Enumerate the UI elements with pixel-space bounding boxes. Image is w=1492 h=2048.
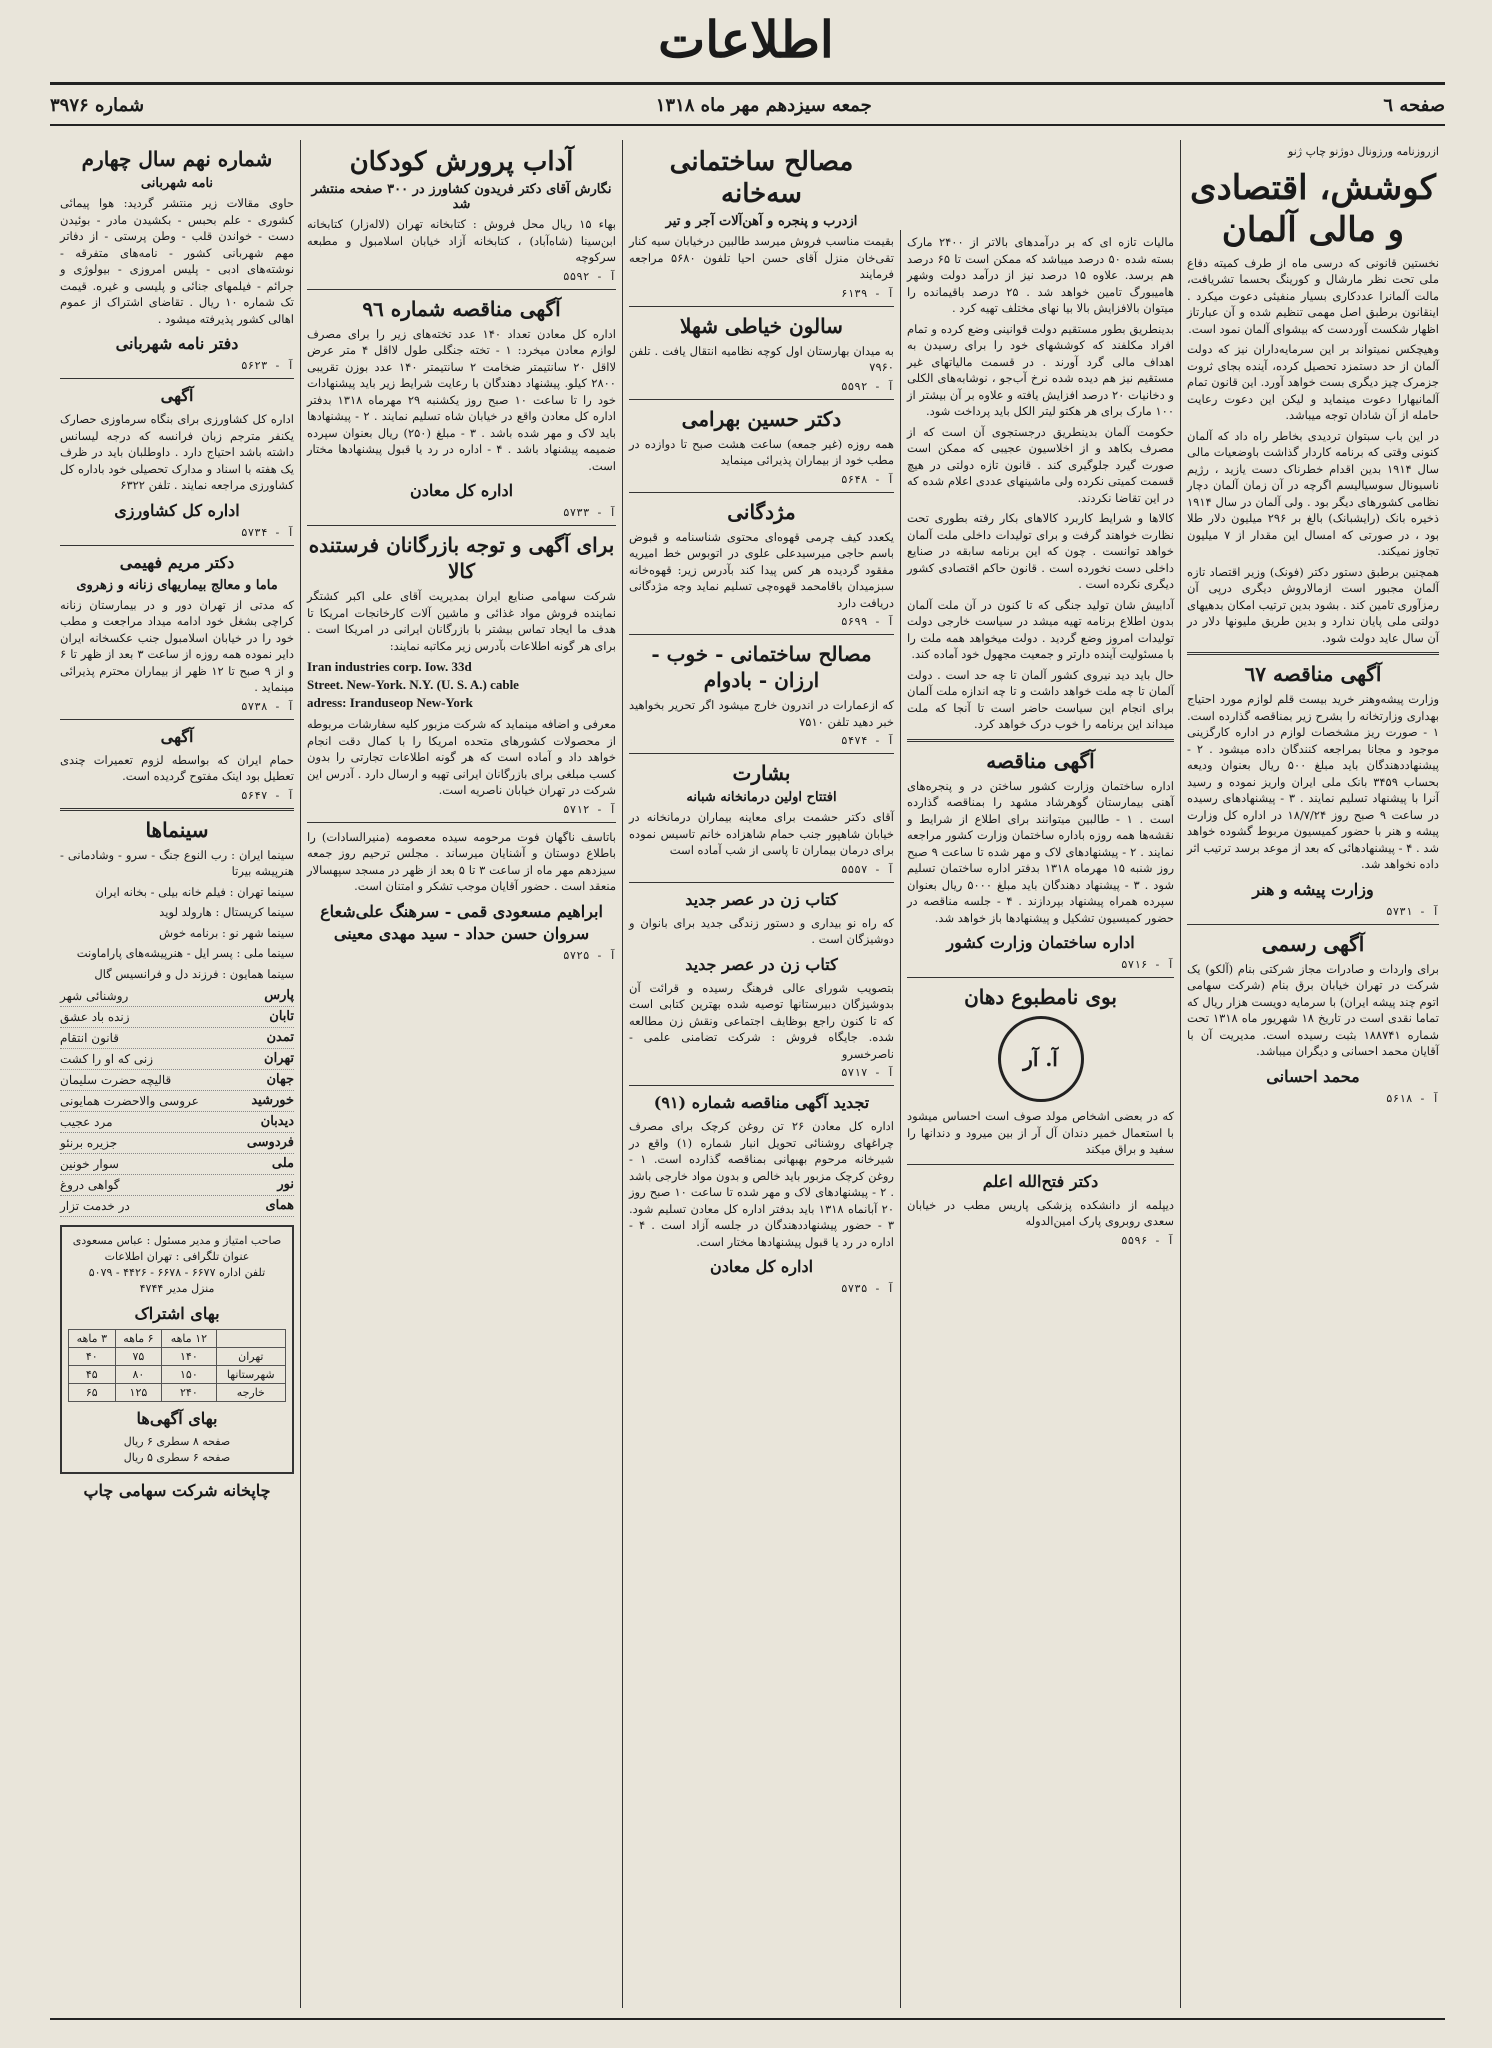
ad-childcare-body: بهاء ۱۵ ریال محل فروش : کتابخانه تهران (لاله‌زار) کتابخانه ابن‌سینا (شاه‌آباد) ، کتابخانه آزاد خیابان اسلامبول و مطبعه سرکوچه xyxy=(307,217,616,264)
journal-body: حاوی مقالات زیر منتشر گردید: هوا پیمائی کشوری - علم بحبس - بکشیدن مادر - بوئیدن دست - خواندن قلب - وطن پرستی - از دفاتر مهم شهربانی کشور - نامه‌های متفرقه - نوشته‌های ادبی - پلیس امروزی - بیولوژی و جرائم - فیلمهای جنائی و پلیسی و غیره. قیمت تک شماره ۱۰ ریال . تقاضای اشتراک از عموم اهالی کشور پذیرفته میشود . xyxy=(60,196,295,326)
ad-doctor-body: همه روزه (غیر جمعه) ساعت هشت صبح تا دوازده در مطب خود از بیماران پذیرائی مینماید xyxy=(629,436,894,467)
cinema-film: مرد عجیب xyxy=(60,1115,113,1129)
list-item xyxy=(60,1175,294,1196)
tender91-body: اداره کل معادن ۲۶ تن روغن کرچک برای مصرف چراغهای روشنائی تحویل انبار شماره (۱) واقع در شیرخانه مرحوم بهبهانی بمناقصه گذارده است. ۱ - روغن کرچک مزبور باید خالص و بدون مواد خارجی باشد . ۲ - پیشنهادهای لاک و مهر شده تا ساعت ۱۰ صبح روز ۲۰ آبانماه ۱۳۱۸ باید بدفتر اداره کل معادن تسلیم شود. ۳ - حضور پیشنهاددهندگان در جلسه آزاد است . ۴ - اداره در رد یا قبول پیشنهادها مختار است. xyxy=(629,1119,895,1249)
notice-title: آگهی رسمی xyxy=(1261,931,1365,956)
tender67-ref: آ - ۵۷۳۱ xyxy=(1386,904,1439,918)
cinema-name: ملی xyxy=(271,1156,294,1171)
tender96-signature: اداره کل معادن xyxy=(409,481,514,500)
tender67-title: آگهی مناقصه ٦٧ xyxy=(1244,662,1382,686)
midwife-title: دکتر مریم فهیمی xyxy=(119,552,235,572)
ad-ref: آ - ۵۵۹۲ xyxy=(841,379,894,393)
table-cell: خارجه xyxy=(216,1384,285,1402)
ad-importers-body: شرکت سهامی صنایع ایران بمدیریت آقای علی اکبر کشتگر نماینده فروش مواد غذائی و ماشین آلات کارخانجات امریکا تا هدف ما ایجاد تماس بیشتر با بازرگانان ایرانی در امریکا است . برای هر گونه اطلاعات بآدرس زیر مکاتبه نمایند: xyxy=(307,589,616,653)
list-item xyxy=(60,1133,294,1154)
imprint-box xyxy=(60,1225,294,1474)
cinema-name: فردوسی xyxy=(246,1135,294,1150)
divider xyxy=(60,378,294,379)
ad-ref: آ - ۵۵۹۲ xyxy=(563,269,616,283)
tender96-title: آگهی مناقصه شماره ٩٦ xyxy=(362,296,561,321)
list-item xyxy=(60,1007,294,1028)
ad-ref: آ - ۵۶۹۹ xyxy=(841,615,894,628)
ad-ref: آ - ۵۷۱۷ xyxy=(841,1066,894,1079)
divider xyxy=(629,399,894,400)
ad-reward-body: یکعدد کیف چرمی قهوه‌ای محتوی شناسنامه و قبوض باسم حاجی میرسیدعلی علوی در اتوبوس خط امیریه مفقود گردیده هر کس پیدا کند بآدرس زیر: قهوه‌خانه سبزمیدان باقامحمد قهوه‌چی تسلیم نماید وجه مژدگانی دریافت دارد xyxy=(629,529,894,610)
ad-ref: آ - ۵۶۴۷ xyxy=(241,788,294,802)
ad-rates-title: بهای آگهی‌ها xyxy=(136,1409,218,1428)
tender-signature: اداره ساختمان وزارت کشور xyxy=(946,933,1135,952)
address-line: Street. New-York. N.Y. (U. S. A.) cable xyxy=(307,677,519,692)
tender-ref: آ - ۵۷۱۶ xyxy=(1121,958,1174,971)
ad-ref: آ - ۵۷۲۵ xyxy=(563,948,616,962)
divider xyxy=(629,753,894,754)
divider xyxy=(1187,652,1439,655)
article-paragraph: کالاها و شرایط کاربرد کالاهای بکار رفته بطوری تحت نظارت خواهند گرفت و برای تولیدات داخلی ملت آلمان خواهد توانست . چون که این برنامه سابقه در صنایع داخلی دست نخورده است . قانون حاکم اقتصادی کشور دیگری نکرده است . xyxy=(907,511,1174,591)
imprint-telegraph: عنوان تلگرافی : تهران اطلاعات xyxy=(104,1250,250,1263)
list-item xyxy=(60,1196,294,1217)
cinema-name: پارس xyxy=(264,988,294,1003)
header-rule xyxy=(50,124,1445,126)
dateline xyxy=(50,90,1445,120)
ad-tailor-body: به میدان بهارستان اول کوچه نظامیه انتقال یافت . تلفن ۷۹۶۰ xyxy=(629,343,894,374)
journal-title: شماره نهم سال چهارم xyxy=(81,147,273,171)
cinema-film: قانون انتقام xyxy=(60,1031,120,1045)
ad-ref: آ - ۵۷۳۵ xyxy=(841,1282,894,1295)
ad-rate-line: صفحه ۶ سطری ۵ ریال xyxy=(123,1451,231,1464)
table-cell: ۴۰ xyxy=(69,1348,116,1366)
ad-book2-title: کتاب زن در عصر جدید xyxy=(685,954,838,974)
article-paragraph: آدابیش شان تولید جنگی که تا کنون در آن ملت آلمان بدون اطلاع برنامه تهیه میشد در سیاست خارجی دولت تولیدات امروز وضع گردید . دولت میخواهد همه ملت را با مسئولیت آینده دارتر و جمعیت مجهول خود آماده کند. xyxy=(907,597,1174,661)
list-item xyxy=(60,1091,294,1112)
list-item xyxy=(60,1070,294,1091)
tender91-signature: اداره کل معادن xyxy=(709,1257,814,1276)
ad-building-materials-title: مصالح ساختمانی سه‌خانه xyxy=(669,147,854,209)
cinema-program xyxy=(60,847,294,983)
page-number: صفحه ٦ xyxy=(1383,94,1445,116)
toothpaste-body: که در بعضی اشخاص مولد صوف است احساس میشود با استعمال خمیر دندان آل آر از بین میرود و دندانها را سفید و براق میکند xyxy=(907,1109,1174,1156)
cinema-program-line: سینما همایون : فرزند دل و فرانسیس گال xyxy=(94,966,294,981)
obituary-body: باتاسف ناگهان فوت مرحومه سیده معصومه (منیرالسادات) را باطلاع دوستان و آشنایان میرساند . مجلس ترحیم روز جمعه سیزدهم مهر ماه از ساعت ۳ تا ۵ بعد از ظهر در مسجد سپهسالار منعقد است . حضور آقایان موجب تشکر و امتنان است. xyxy=(307,829,616,893)
toothpaste-logo: آ. آر xyxy=(998,1016,1084,1102)
issue-date: جمعه سیزدهم مهر ماه ۱۳۱۸ xyxy=(655,94,872,116)
cinema-program-line: سینما کریستال : هارولد لوید xyxy=(159,905,294,919)
table-cell: ۴۵ xyxy=(69,1366,116,1384)
ad-building-materials-body: بقیمت مناسب فروش میرسد طالبین درخیابان سیه کنار تقی‌خان منزل آقای حسن احیا تلفون ۵۶۸۰ مراجعه فرمایند xyxy=(629,234,894,281)
ad-building-materials-sub: ازدرب و پنجره و آهن‌آلات آجر و تیر xyxy=(665,214,858,229)
cinema-name: جهان xyxy=(266,1072,294,1087)
column-left xyxy=(54,140,300,2008)
tender67-body: وزارت پیشه‌وهنر خرید بیست قلم لوازم مورد احتیاج بهداری وزارتخانه را بشرح زیر بمناقصه گذارده است. ۱ - صورت ریز مشخصات لوازم در اداره کارگزینی موجود و مجانا بمراجعه کنندگان داده میشود . ۲ - پیشنهاددهندگان باید مبلغ ۵۰۰ ریال بعنوان ودیعه بحساب ۳۴۵۹ بانک ملی ایران واریز نموده و رسید آنرا با پیشنهاد تسلیم نمایند . ۳ - پیشنهادهای رسیده در ساعت ۹ صبح روز ۱۸/۷/۲۴ در اداره کل وزارت پیشه و هنر با حضور کمیسیون مربوط گشوده خواهد شد . ۴ - پیشنهادهائی که بعد از موعد برسد ترتیب اثر داده نخواهد شد. xyxy=(1187,692,1440,871)
agri-notice-signature: اداره کل کشاورزی xyxy=(114,500,240,520)
divider xyxy=(907,977,1174,978)
article-paragraph: در این باب سبتوان تردیدی بخاطر راه داد که آلمان کنونی وقتی که برنامه کاردار گذاشت باوضعیات مالی سال ۱۹۱۴ بدین اقدام خطرناک دست یازید ، رژیم ناسیونال سوسیالیسم اگرچه در آن زمان آلمان دچار نظامی کشورهای دیگر بود . ولی آلمان در سال ۱۹۱۴ ذخیره بانک (رایشبانک) بالغ بر ۲۹۶ میلیون دلار طلا بود ، در صورتی که امسال این مقدار از ۷ میلیون تجاوز نمیکند. xyxy=(1187,428,1440,558)
table-cell: ۳ ماهه xyxy=(69,1330,116,1348)
obituary-signature: ابراهیم مسعودی قمی - سرهنگ علی‌شعاع سروان حسن حداد - سید مهدی معینی xyxy=(320,901,603,943)
ad-ref: آ - ۶۱۳۹ xyxy=(841,286,894,300)
bottom-rule xyxy=(50,2018,1445,2020)
issue-number: شماره ۳۹۷۶ xyxy=(50,94,145,116)
cinema-film: زنده باد عشق xyxy=(60,1010,130,1024)
cinemas-title: سینماها xyxy=(145,817,209,842)
table-cell: تهران xyxy=(216,1348,285,1366)
notice-signature: محمد احسانی xyxy=(1266,1066,1360,1086)
ad-importers-title: برای آگهی و توجه بازرگانان فرستنده کالا xyxy=(308,533,615,583)
ad-clinic-body: آقای دکتر حشمت برای معاینه بیماران درمانخانه در خیابان شاهپور جنب حمام شاهزاده خانم تاسیس نموده برای درمان بیماران تا پاسی از شب آماده است xyxy=(629,810,894,857)
table-row xyxy=(69,1384,286,1402)
table-cell: ۲۴۰ xyxy=(162,1384,216,1402)
newspaper-title: اطلاعات xyxy=(658,10,834,69)
table-cell: ۱۵۰ xyxy=(162,1366,216,1384)
article-paragraph: بدینطریق بطور مستقیم دولت قوانینی وضع کرده و تمام افراد مکلفند که کوششهای خود را برای رسیدن به اهداف مالی گرد آورند . در قسمت مالیاتهای غیر مستقیم نیز هم دیده شده نرخ آب‌جو ، نوشابه‌های الکلی و دخانیات ۲۰ درصد افزایش یافته و علاوه بر آن بیشتر از ۱۰۰ مارک برای هر هکتو لیتر الکل باید پرداخت شود. xyxy=(907,321,1174,418)
article-paragraph: حکومت آلمان بدینطریق درجستجوی آن است که از مصرف بکاهد و از اخلاسیون عجیبی که ممکن است صورت گیرد جلوگیری کند . قانون تازه دولتی در هیچ قسمت کمیتی نکرده ولی ماشینهای عددی اعلام شده که در این تقاضا نکردند. xyxy=(907,424,1174,505)
cinema-film: سوار خونین xyxy=(60,1157,119,1171)
imprint-phones: تلفن اداره ۶۶۷۷ - ۶۶۷۸ - ۴۴۲۶ - ۵۰۷۹ xyxy=(88,1266,266,1279)
notice-ref: آ - ۵۶۱۸ xyxy=(1386,1091,1439,1105)
bath-notice-body: حمام ایران که بواسطه لزوم تعمیرات چندی تعطیل بود اینک مفتوح گردیده است. xyxy=(60,752,294,783)
divider xyxy=(629,882,894,883)
ad-clinic-sub: افتتاح اولین درمانخانه شبانه xyxy=(686,790,837,805)
imprint-home: منزل مدیر ۴۷۴۴ xyxy=(139,1282,215,1295)
doctor-ad-title: دکتر فتح‌الله اعلم xyxy=(982,1171,1099,1191)
divider xyxy=(60,808,294,811)
list-item xyxy=(60,1112,294,1133)
subscription-title: بهای اشتراک xyxy=(134,1304,220,1323)
article-headline: کوشش، اقتصادی و مالی آلمان xyxy=(1190,167,1436,250)
table-cell: ۶ ماهه xyxy=(115,1330,162,1348)
ad-reward-title: مژدگانی xyxy=(727,499,796,524)
divider xyxy=(60,719,294,720)
list-item xyxy=(60,1154,294,1175)
cinema-film: زنی که او را کشت xyxy=(60,1052,153,1066)
ad-ref: آ - ۵۷۳۸ xyxy=(241,699,294,713)
table-row xyxy=(69,1366,286,1384)
divider xyxy=(629,634,894,635)
table-cell: ۱۴۰ xyxy=(162,1348,216,1366)
list-item xyxy=(60,1028,294,1049)
ad-materials-body: که ازعمارات در اندرون خارج میشود اگر تحریر بخواهید خبر دهید تلفن ۷۵۱۰ xyxy=(629,698,894,729)
ad-ref: آ - ۵۷۳۳ xyxy=(563,506,616,519)
column-notices xyxy=(300,140,622,2008)
ad-ref: آ - ۵۵۵۷ xyxy=(841,862,894,876)
divider xyxy=(307,822,616,823)
ad-importers-body2: معرفی و اضافه مینماید که شرکت مزبور کلیه سفارشات مربوطه از محصولات کشورهای متحده امریکا را با کمال دقت انجام خواهد داد و آماده است که هر گونه اطلاعات تجارتی را بدون کسب مبلغی برای بازرگانان ایرانی تهیه و ارسال دارد . آدرس این شرکت در تهران خیابان ناصریه است. xyxy=(307,717,616,797)
list-item xyxy=(60,986,294,1007)
cinema-film: قالیچه حضرت سلیمان xyxy=(60,1073,172,1087)
address-line: adress: Iranduseop New-York xyxy=(307,695,473,710)
printer-name: چاپخانه شرکت سهامی چاپ xyxy=(83,1481,271,1500)
cinema-name: دیدبان xyxy=(260,1114,294,1129)
subscription-table xyxy=(68,1329,286,1402)
agri-notice-body: اداره کل کشاورزی برای بنگاه سرماوزی حصارک یکنفر مترجم زبان فرانسه که درجه لیسانس داشته باشد احتیاج دارد . داوطلبان باید در ظرف یک هفته با اسناد و مدارک تحصیلی خود باداره کل کشاورزی مراجعه نمایند . تلفن ۶۳۲۲ xyxy=(60,412,294,492)
column-article-continued xyxy=(900,230,1180,2008)
list-item xyxy=(60,1049,294,1070)
midwife-body: که مدتی از تهران دور و در بیمارستان زنانه کراچی بشغل خود ادامه میداد مراجعت و مطب خود را در خیابان اسلامبول جنب عکسخانه ایران دایر نموده همه روزه از ساعت ۳ بعد از ظهر تا ۶ و از ۹ صبح تا ۱۲ ظهر از بیماران محترم پذیرائی مینماید . xyxy=(60,597,294,694)
ad-rate-line: صفحه ۸ سطری ۶ ریال xyxy=(123,1435,231,1448)
ad-tailor-title: سالون خیاطی شهلا xyxy=(680,313,843,338)
cinema-program-line: سینما تهران : فیلم خانه بیلی - بخانه ایران xyxy=(95,884,294,899)
cinema-film: عروسی والاحضرت همایونی xyxy=(60,1094,199,1108)
divider xyxy=(629,492,894,493)
divider xyxy=(60,545,294,546)
divider xyxy=(1187,924,1439,925)
ad-ref: آ - ۵۶۲۳ xyxy=(241,359,294,372)
table-cell: ۸۰ xyxy=(115,1366,162,1384)
cinema-name: همای xyxy=(265,1198,294,1213)
article-paragraph: مالیات تازه ای که بر درآمدهای بالاتر از ۲۴۰۰ مارک بسته شده ۵۰ درصد میباشد که ممکن است تا ۶۵ درصد هم برسد. علاوه ۱۵ درصد نیز از درآمد دولت وشهر هامیبورگ تامین خواهد شد . ۲۵ درصد باقیمانده را میتوان بالافزایش بالا بیا نهای مختلف تهیه کرد . xyxy=(907,235,1175,315)
cinema-name: خورشید xyxy=(251,1093,294,1108)
ad-ref: آ - ۵۷۳۴ xyxy=(241,525,294,539)
notice-body: برای واردات و صادرات مجاز شرکتی بنام (آلکو) یک شرکت در تهران خیابان برق بنام (شرکت سهامی اتوم چند پیشه ایران) با سرمایه دویست هزار ریال که تماما نقدی است در تاریخ ۱۸ شهریور ماه ۱۳۱۸ تحت شماره ۱۸۸۷۴۱ بثبت رسیده است. مدیریت آن با آقایان محمد احسانی و دیگران میباشد. xyxy=(1187,961,1439,1058)
masthead xyxy=(0,0,1492,80)
ad-doctor-title: دکتر حسین بهرامی xyxy=(681,406,842,431)
tender-body: اداره ساختمان وزارت کشور ساختن در و پنجره‌های آهنی بیمارستان گوهرشاد مشهد را بمناقصه گذارده است . ۱ - طالبین میتوانند برای اطلاع از شرایط و نقشه‌ها همه روزه باداره ساختمان وزارت کشور مراجعه نمایند . ۲ - پیشنهادهای لاک و مهر شده تا ساعت ۹ صبح روز شنبه ۱۵ مهرماه ۱۳۱۸ بدفتر اداره ساختمان تسلیم شود . ۳ - پیشنهاد دهندگان باید مبلغ ۵۰۰۰ ریال بعنوان سپرده همراه پیشنهاد بپردازند . ۴ - جلسه مناقصه در حضور کمیسیون تشکیل و پیشنهادها باز خواهد شد. xyxy=(907,778,1175,925)
table-cell: ۶۵ xyxy=(69,1384,116,1402)
cinema-program-line: سینما شهر نو : برنامه خوش xyxy=(159,925,294,940)
ad-materials-title: مصالح ساختمانی - خوب - ارزان - بادوام xyxy=(651,642,872,692)
ad-ref: آ - ۵۷۱۲ xyxy=(563,802,616,816)
table-cell: ۱۲ ماهه xyxy=(162,1330,216,1348)
agri-notice-title: آگهی xyxy=(160,386,194,405)
cinema-film: روشنائی شهر xyxy=(60,989,129,1003)
cinema-name: تمدن xyxy=(266,1030,294,1045)
ad-book-body: که راه نو بیداری و دستور زندگی جدید برای بانوان و دوشیزگان است . xyxy=(629,915,894,946)
article-paragraph: وهیچکس نمیتواند بر این سرمایه‌داران نیز که دولت آلمان از حد دستمزد تحصیل کرده، آینده بجای ثروت جزمرک چیز دیگری بست خواهد آورد. این قانون تمام آلمانیهارا دعوت مینماید و لیکن این دعوت رعایت حامله از آن شادان توجه میباشد. xyxy=(1187,342,1439,422)
cinema-program-line: سینما ملی : پسر ایل - هنرپیشه‌های پاراماونت xyxy=(76,946,294,960)
cinema-film: در خدمت تزار xyxy=(60,1199,130,1213)
divider xyxy=(629,1085,894,1086)
table-row xyxy=(69,1348,286,1366)
cinema-name: تابان xyxy=(269,1009,294,1024)
column-small-ads xyxy=(622,140,900,2008)
divider xyxy=(307,525,616,526)
tender91-title: تجدید آگهی مناقصه شماره (۹۱) xyxy=(653,1093,870,1112)
cinema-list xyxy=(60,986,294,1217)
table-cell: ۷۵ xyxy=(115,1348,162,1366)
divider xyxy=(907,1164,1174,1165)
toothpaste-title: بوی نامطبوع دهان xyxy=(964,985,1117,1009)
ad-childcare-title: آداب پرورش کودکان xyxy=(349,147,574,177)
divider xyxy=(307,289,616,290)
article-paragraph: نخستین قانونی که درسی ماه از طرف کمیته دفاع ملی تحت نظر مارشال و کورینگ بحسما تشریافت، مالت آلمانرا عددکاری بسیار منفیئی دعوت میکرد . اینقانون برطبق اصل مهمی تنظیم شده و آن عبارتاز اظهار شکست آوردست که بیشوای آلمان نمود است. xyxy=(1187,255,1439,336)
article-paragraph: حال باید دید نیروی کشور آلمان تا چه حد است . دولت آلمان تا چه ملت خواهد داشت و تا چه اندازه ملت آلمان برای انجام این سیاست حاضر است تا آنجا که ملت میداند این برنامه را خوب درک خواهد کرد. xyxy=(907,667,1174,731)
tender67-signature: وزارت پیشه و هنر xyxy=(1252,879,1374,899)
column-main-article xyxy=(1180,140,1445,2008)
table-cell: ۱۲۵ xyxy=(115,1384,162,1402)
midwife-sub: ماما و معالج بیماریهای زنانه و زهروی xyxy=(76,577,278,593)
doctor-ad-ref: آ - ۵۵۹۶ xyxy=(1121,1233,1174,1247)
cinema-film: گواهی دروغ xyxy=(60,1178,120,1192)
top-rule xyxy=(50,82,1445,85)
ad-ref: آ - ۵۶۴۸ xyxy=(841,472,894,486)
ad-book2-body: بتصویب شورای عالی فرهنگ رسیده و قرائت آن بدوشیزگان دبیرستانها توصیه شده بهترین کتابی است که تا کنون راجع بوظایف اجتماعی ونقش زن مطالعه شده. جایگاه فروش : شرکت تضامنی علمی - ناصرخسرو xyxy=(629,980,894,1061)
cinema-film: جزیره برنئو xyxy=(60,1136,118,1150)
cinema-program-line: سینما ایران : رب النوع جنگ - سرو - وشادمانی - هنرپیشه بیرتا xyxy=(60,847,294,878)
journal-signature: دفتر نامه شهربانی xyxy=(115,334,239,353)
doctor-ad-body: دیپلمه از دانشکده پزشکی پاریس مطب در خیابان سعدی روبروی پارک امین‌الدوله xyxy=(907,1197,1174,1228)
ad-book-title: کتاب زن در عصر جدید xyxy=(685,889,838,909)
imprint-owner: صاحب امتیاز و مدیر مسئول : عباس مسعودی xyxy=(72,1234,282,1247)
address-line: Iran industries corp. Iow. 33d xyxy=(307,659,472,674)
ad-ref: آ - ۵۴۷۴ xyxy=(841,734,894,747)
tender-title: آگهی مناقصه xyxy=(986,748,1095,773)
cinema-name: تهران xyxy=(264,1051,294,1066)
ad-childcare-sub: نگارش آقای دکتر فریدون کشاورز در ۳۰۰ صفحه منتشر شد xyxy=(311,182,612,212)
journal-sub: نامه شهربانی xyxy=(140,176,214,191)
table-cell xyxy=(216,1330,285,1348)
table-cell: شهرستانها xyxy=(216,1366,285,1384)
divider xyxy=(907,739,1174,742)
bath-notice-title: آگهی xyxy=(160,726,194,746)
divider xyxy=(629,306,894,307)
table-row xyxy=(69,1330,286,1348)
article-paragraph: همچنین برطبق دستور دکتر (فونک) وزیر اقتصاد تازه آلمان مجبور است ازمالاروش دیگری درپی آن رمزآوری تامین کند . بشود بدین ترتیب امکان بدهیهای دولتی ملی پایان ندارد و بدین طریق ملیونها دلار در آن سال عاید دولت شود. xyxy=(1187,564,1439,645)
cinema-name: نور xyxy=(277,1177,294,1192)
tender96-body: اداره کل معادن تعداد ۱۴۰ عدد تخته‌های زیر را برای مصرف لوازم معادن میخرد: ۱ - تخته جنگلی طول لااقل ۴ متر عرض لااقل ۲۰ سانتیمتر ضخامت ۲ سانتیمتر ۱۴۰ عدد بوزن تقریبی ۲۸۰۰ کیلو. پیشنهاد دهندگان با رعایت شرایط زیر باید پیشنهادات خود را تا ساعت ۱۰ صبح روز یکشنبه ۲۹ مهرماه ۱۳۱۸ بدفتر اداره کل معادن واقع در خیابان شاه تسلیم نمایند . ۲ - پیشنهادها باید لاک و مهر شده باشد . ۳ - مبلغ (۲۵۰) ریال بعنوان سپرده ضمیمه پیشنهاد باشد . ۴ - اداره در رد یا قبول پیشنهادها مختار است. xyxy=(307,326,617,473)
article-source: ازروزنامه ورزونال دوژنو چاپ ژنو xyxy=(1288,145,1439,158)
ad-clinic-title: بشارت xyxy=(732,761,791,785)
